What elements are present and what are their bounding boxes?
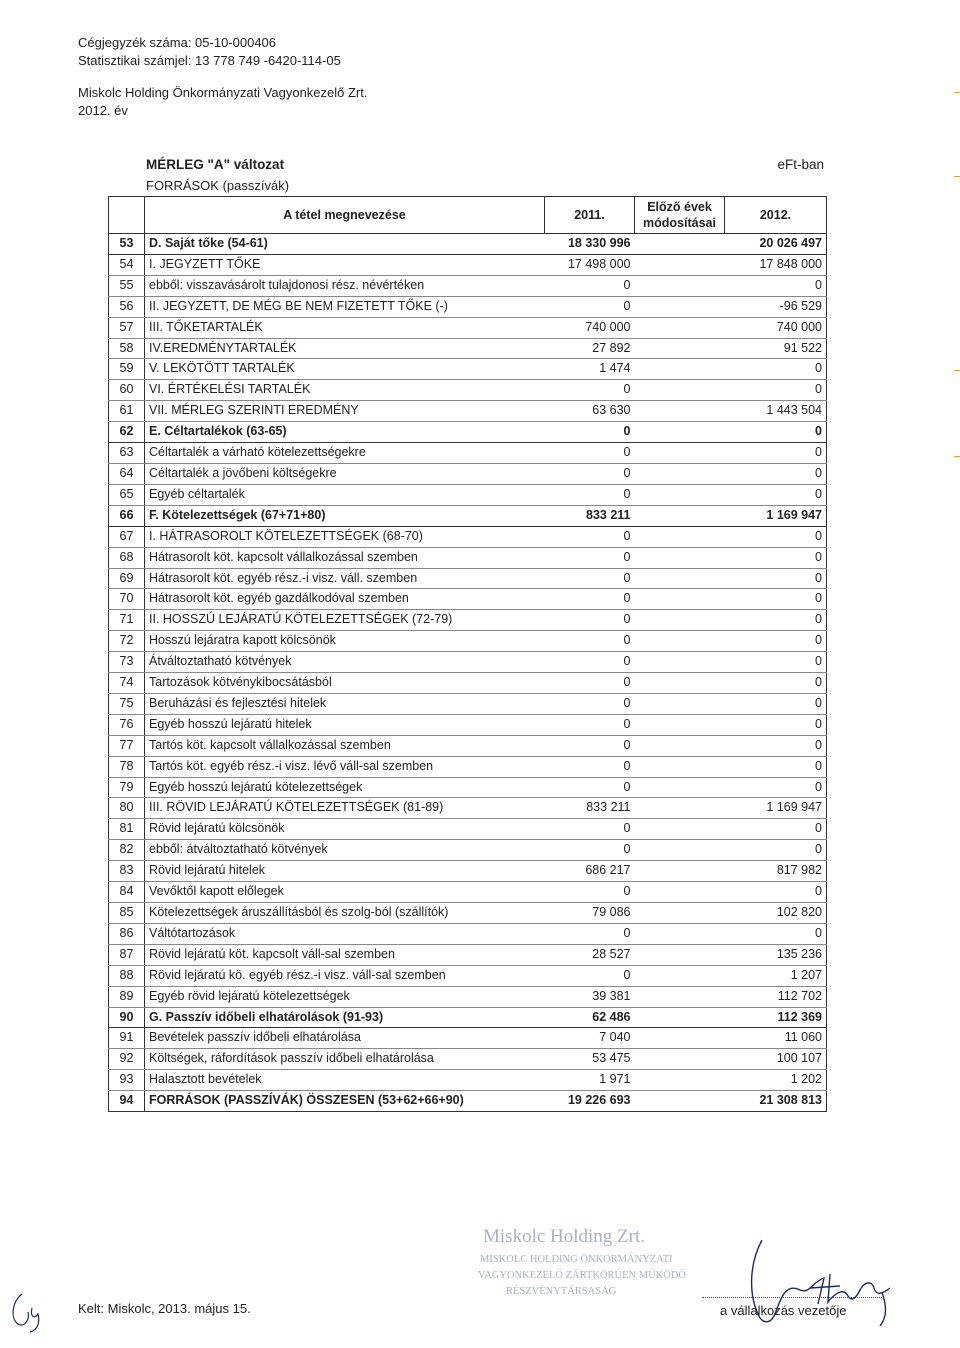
row-value-2011: 833 211 [545, 798, 635, 819]
row-value-2012: 0 [725, 840, 827, 861]
row-value-prior-modifications [635, 505, 725, 526]
row-value-prior-modifications [635, 944, 725, 965]
row-value-prior-modifications [635, 443, 725, 464]
table-row [109, 234, 827, 255]
row-value-2011: 0 [545, 923, 635, 944]
table-row [109, 882, 827, 903]
table-row [109, 380, 827, 401]
row-value-prior-modifications [635, 986, 725, 1007]
table-row [109, 317, 827, 338]
row-value-2011: 63 630 [545, 401, 635, 422]
row-item-name: Tartós köt. egyéb rész.-i visz. lévő váll-sal szemben [145, 756, 545, 777]
signature-label: a vállalkozás vezetője [720, 1303, 847, 1318]
row-item-name: F. Kötelezettségek (67+71+80) [145, 505, 545, 526]
row-number: 76 [109, 714, 145, 735]
row-number: 75 [109, 693, 145, 714]
row-number: 80 [109, 798, 145, 819]
row-value-2012: 0 [725, 923, 827, 944]
row-value-2012: 112 369 [725, 1007, 827, 1028]
row-number: 82 [109, 840, 145, 861]
row-item-name: G. Passzív időbeli elhatárolások (91-93) [145, 1007, 545, 1028]
row-value-2011: 0 [545, 631, 635, 652]
row-item-name: VII. MÉRLEG SZERINTI EREDMÉNY [145, 401, 545, 422]
issue-date-line: Kelt: Miskolc, 2013. május 15. [78, 1301, 251, 1316]
row-value-2011: 0 [545, 819, 635, 840]
row-number: 73 [109, 652, 145, 673]
row-value-2011: 0 [545, 443, 635, 464]
table-row [109, 944, 827, 965]
row-value-2012: 91 522 [725, 338, 827, 359]
row-value-2012: 20 026 497 [725, 234, 827, 255]
row-number: 71 [109, 610, 145, 631]
row-number: 90 [109, 1007, 145, 1028]
row-item-name: Váltótartozások [145, 923, 545, 944]
table-row [109, 1049, 827, 1070]
row-value-prior-modifications [635, 756, 725, 777]
table-row [109, 568, 827, 589]
row-value-2012: 102 820 [725, 903, 827, 924]
header-item-name: A tétel megnevezése [145, 197, 545, 234]
header-prior-line1: Előző évek [647, 200, 712, 214]
row-value-2012: 0 [725, 422, 827, 443]
registration-number: Cégjegyzék száma: 05-10-000406 [78, 35, 277, 50]
row-number: 89 [109, 986, 145, 1007]
row-value-prior-modifications [635, 338, 725, 359]
row-number: 61 [109, 401, 145, 422]
row-value-prior-modifications [635, 568, 725, 589]
row-value-2011: 0 [545, 714, 635, 735]
table-row [109, 735, 827, 756]
row-value-prior-modifications [635, 1007, 725, 1028]
row-value-2012: -96 529 [725, 296, 827, 317]
row-value-prior-modifications [635, 735, 725, 756]
row-number: 85 [109, 903, 145, 924]
row-number: 53 [109, 234, 145, 255]
table-row [109, 401, 827, 422]
svg-text:RÉSZVÉNYTÁRSASÁG: RÉSZVÉNYTÁRSASÁG [506, 1286, 617, 1297]
row-value-2011: 7 040 [545, 1028, 635, 1049]
row-item-name: Beruházási és fejlesztési hitelek [145, 693, 545, 714]
row-value-2011: 0 [545, 589, 635, 610]
row-value-2011: 0 [545, 840, 635, 861]
table-row [109, 275, 827, 296]
report-title: MÉRLEG "A" változat [146, 157, 285, 172]
row-value-prior-modifications [635, 693, 725, 714]
row-value-2012: 0 [725, 275, 827, 296]
row-item-name: Rövid lejáratú köt. kapcsolt váll-sal szemben [145, 944, 545, 965]
row-item-name: Hátrasorolt köt. kapcsolt vállalkozással szemben [145, 547, 545, 568]
row-value-2012: 0 [725, 443, 827, 464]
row-value-2011: 0 [545, 568, 635, 589]
row-value-2011: 0 [545, 693, 635, 714]
row-value-2011: 0 [545, 463, 635, 484]
row-value-2011: 0 [545, 610, 635, 631]
row-item-name: Bevételek passzív időbeli elhatárolása [145, 1028, 545, 1049]
table-body [109, 234, 827, 1112]
row-item-name: Egyéb céltartalék [145, 484, 545, 505]
row-value-prior-modifications [635, 923, 725, 944]
row-number: 60 [109, 380, 145, 401]
row-value-2012: 0 [725, 589, 827, 610]
row-value-2011: 79 086 [545, 903, 635, 924]
row-item-name: I. HÁTRASOROLT KÖTELEZETTSÉGEK (68-70) [145, 526, 545, 547]
row-number: 79 [109, 777, 145, 798]
table-row [109, 589, 827, 610]
row-item-name: III. TŐKETARTALÉK [145, 317, 545, 338]
row-value-2012: 112 702 [725, 986, 827, 1007]
row-value-2011: 39 381 [545, 986, 635, 1007]
row-value-prior-modifications [635, 714, 725, 735]
row-value-2012: 0 [725, 568, 827, 589]
table-row [109, 1007, 827, 1028]
row-number: 58 [109, 338, 145, 359]
balance-sheet-table [108, 196, 827, 1112]
row-value-2012: 0 [725, 756, 827, 777]
table-row [109, 254, 827, 275]
table-row [109, 631, 827, 652]
row-value-2011: 0 [545, 526, 635, 547]
row-value-2011: 0 [545, 380, 635, 401]
row-value-2012: 11 060 [725, 1028, 827, 1049]
table-row [109, 547, 827, 568]
row-number: 87 [109, 944, 145, 965]
table-row [109, 1070, 827, 1091]
row-item-name: Vevőktől kapott előlegek [145, 882, 545, 903]
row-value-prior-modifications [635, 1049, 725, 1070]
row-item-name: VI. ÉRTÉKELÉSI TARTALÉK [145, 380, 545, 401]
row-value-2012: 0 [725, 882, 827, 903]
row-number: 69 [109, 568, 145, 589]
row-value-2012: 100 107 [725, 1049, 827, 1070]
report-title-row [146, 157, 826, 172]
table-row [109, 338, 827, 359]
row-value-2011: 740 000 [545, 317, 635, 338]
row-value-2011: 0 [545, 735, 635, 756]
row-number: 55 [109, 275, 145, 296]
row-number: 92 [109, 1049, 145, 1070]
table-row [109, 463, 827, 484]
table-row [109, 693, 827, 714]
row-number: 86 [109, 923, 145, 944]
row-value-2011: 0 [545, 777, 635, 798]
margin-initials [4, 1288, 54, 1334]
table-row [109, 526, 827, 547]
svg-text:MISKOLC HOLDING ÖNKORMÁNYZATI: MISKOLC HOLDING ÖNKORMÁNYZATI [480, 1254, 673, 1265]
row-value-prior-modifications [635, 484, 725, 505]
table-row [109, 714, 827, 735]
row-value-prior-modifications [635, 631, 725, 652]
table-row [109, 819, 827, 840]
row-value-2011: 0 [545, 547, 635, 568]
row-number: 74 [109, 673, 145, 694]
row-item-name: Céltartalék a várható kötelezettségekre [145, 443, 545, 464]
row-value-prior-modifications [635, 359, 725, 380]
header-prior-modifications [635, 197, 725, 234]
row-value-2011: 686 217 [545, 861, 635, 882]
row-value-2011: 0 [545, 484, 635, 505]
handwritten-signature [740, 1232, 910, 1332]
table-row [109, 652, 827, 673]
row-value-2011: 0 [545, 296, 635, 317]
table-row [109, 840, 827, 861]
row-number: 72 [109, 631, 145, 652]
row-value-prior-modifications [635, 1028, 725, 1049]
row-item-name: Egyéb rövid lejáratú kötelezettségek [145, 986, 545, 1007]
row-value-prior-modifications [635, 422, 725, 443]
report-unit: eFt-ban [777, 157, 824, 172]
table-row [109, 484, 827, 505]
row-item-name: Rövid lejáratú hitelek [145, 861, 545, 882]
row-number: 91 [109, 1028, 145, 1049]
table-row [109, 861, 827, 882]
row-item-name: Rövid lejáratú kö. egyéb rész.-i visz. váll-sal szemben [145, 965, 545, 986]
header-2012: 2012. [725, 197, 827, 234]
row-number: 62 [109, 422, 145, 443]
row-value-prior-modifications [635, 589, 725, 610]
row-item-name: ebből: átváltoztatható kötvények [145, 840, 545, 861]
row-value-prior-modifications [635, 254, 725, 275]
svg-text:VAGYONKEZELŐ ZÁRTKÖRŰEN MŰKÖDŐ: VAGYONKEZELŐ ZÁRTKÖRŰEN MŰKÖDŐ [478, 1270, 686, 1281]
row-number: 57 [109, 317, 145, 338]
table-row [109, 777, 827, 798]
row-number: 66 [109, 505, 145, 526]
row-value-2012: 135 236 [725, 944, 827, 965]
table-row [109, 1028, 827, 1049]
row-value-prior-modifications [635, 819, 725, 840]
row-number: 56 [109, 296, 145, 317]
edge-mark [954, 176, 960, 177]
row-value-prior-modifications [635, 840, 725, 861]
row-value-2012: 0 [725, 610, 827, 631]
row-item-name: Rövid lejáratú kölcsönök [145, 819, 545, 840]
table-row [109, 986, 827, 1007]
row-value-prior-modifications [635, 861, 725, 882]
row-value-prior-modifications [635, 1070, 725, 1091]
row-item-name: Céltartalék a jövőbeni költségekre [145, 463, 545, 484]
table-row [109, 756, 827, 777]
row-item-name: Költségek, ráfordítások passzív időbeli elhatárolása [145, 1049, 545, 1070]
document-header [78, 34, 368, 120]
row-value-2012: 0 [725, 359, 827, 380]
row-number: 54 [109, 254, 145, 275]
row-item-name: Hátrasorolt köt. egyéb rész.-i visz. váll. szemben [145, 568, 545, 589]
row-value-prior-modifications [635, 317, 725, 338]
row-value-2012: 1 169 947 [725, 505, 827, 526]
row-item-name: III. RÖVID LEJÁRATÚ KÖTELEZETTSÉGEK (81-89) [145, 798, 545, 819]
row-number: 65 [109, 484, 145, 505]
header-2011: 2011. [545, 197, 635, 234]
table-row [109, 1091, 827, 1112]
table-row [109, 296, 827, 317]
row-value-prior-modifications [635, 463, 725, 484]
row-item-name: Kötelezettségek áruszállításból és szolg-ból (szállítók) [145, 903, 545, 924]
row-value-2011: 0 [545, 965, 635, 986]
row-value-2012: 0 [725, 673, 827, 694]
row-value-prior-modifications [635, 798, 725, 819]
header-number [109, 197, 145, 234]
row-item-name: IV.EREDMÉNYTARTALÉK [145, 338, 545, 359]
table-row [109, 798, 827, 819]
row-value-2011: 0 [545, 275, 635, 296]
table-row [109, 443, 827, 464]
row-item-name: II. JEGYZETT, DE MÉG BE NEM FIZETETT TŐKE (-) [145, 296, 545, 317]
row-value-2012: 740 000 [725, 317, 827, 338]
row-value-2011: 0 [545, 756, 635, 777]
row-value-2012: 17 848 000 [725, 254, 827, 275]
row-item-name: Tartozások kötvénykibocsátásból [145, 673, 545, 694]
row-value-2011: 0 [545, 882, 635, 903]
table-row [109, 359, 827, 380]
row-value-2012: 1 169 947 [725, 798, 827, 819]
row-item-name: I. JEGYZETT TŐKE [145, 254, 545, 275]
row-value-2011: 1 971 [545, 1070, 635, 1091]
row-value-2011: 1 474 [545, 359, 635, 380]
row-value-2012: 0 [725, 777, 827, 798]
row-value-2012: 0 [725, 380, 827, 401]
row-item-name: Halasztott bevételek [145, 1070, 545, 1091]
row-value-2011: 17 498 000 [545, 254, 635, 275]
row-item-name: Átváltoztatható kötvények [145, 652, 545, 673]
row-value-prior-modifications [635, 547, 725, 568]
row-value-2011: 0 [545, 422, 635, 443]
row-value-2012: 0 [725, 526, 827, 547]
row-number: 70 [109, 589, 145, 610]
row-item-name: Egyéb hosszú lejáratú hitelek [145, 714, 545, 735]
row-value-2012: 1 202 [725, 1070, 827, 1091]
row-number: 88 [109, 965, 145, 986]
row-value-2012: 0 [725, 652, 827, 673]
row-value-2012: 1 207 [725, 965, 827, 986]
table-row [109, 923, 827, 944]
row-value-2012: 0 [725, 484, 827, 505]
row-number: 78 [109, 756, 145, 777]
row-item-name: E. Céltartalékok (63-65) [145, 422, 545, 443]
row-item-name: II. HOSSZÚ LEJÁRATÚ KÖTELEZETTSÉGEK (72-79) [145, 610, 545, 631]
row-value-2011: 28 527 [545, 944, 635, 965]
row-value-prior-modifications [635, 234, 725, 255]
row-value-prior-modifications [635, 526, 725, 547]
company-stamp [478, 1222, 728, 1302]
row-value-prior-modifications [635, 673, 725, 694]
table-row [109, 673, 827, 694]
row-number: 84 [109, 882, 145, 903]
row-value-2011: 27 892 [545, 338, 635, 359]
row-number: 68 [109, 547, 145, 568]
row-value-2011: 0 [545, 652, 635, 673]
row-number: 81 [109, 819, 145, 840]
row-value-2011: 0 [545, 673, 635, 694]
row-value-prior-modifications [635, 777, 725, 798]
table-row [109, 610, 827, 631]
row-number: 94 [109, 1091, 145, 1112]
row-value-2011: 53 475 [545, 1049, 635, 1070]
row-item-name: V. LEKÖTÖTT TARTALÉK [145, 359, 545, 380]
svg-text:Miskolc Holding Zrt.: Miskolc Holding Zrt. [483, 1226, 646, 1247]
row-value-prior-modifications [635, 296, 725, 317]
row-value-2011: 62 486 [545, 1007, 635, 1028]
report-year: 2012. év [78, 103, 128, 118]
row-item-name: ebből: visszavásárolt tulajdonosi rész. névértéken [145, 275, 545, 296]
row-item-name: FORRÁSOK (PASSZÍVÁK) ÖSSZESEN (53+62+66+90) [145, 1091, 545, 1112]
row-value-2012: 817 982 [725, 861, 827, 882]
row-value-prior-modifications [635, 401, 725, 422]
row-number: 64 [109, 463, 145, 484]
row-value-prior-modifications [635, 965, 725, 986]
row-item-name: Hosszú lejáratra kapott kölcsönök [145, 631, 545, 652]
row-value-2012: 0 [725, 631, 827, 652]
edge-mark [954, 92, 960, 93]
statistical-number: Statisztikai számjel: 13 778 749 -6420-114-05 [78, 53, 341, 68]
row-value-2012: 21 308 813 [725, 1091, 827, 1112]
table-row [109, 422, 827, 443]
row-value-2012: 0 [725, 735, 827, 756]
row-value-prior-modifications [635, 380, 725, 401]
row-value-2012: 0 [725, 693, 827, 714]
row-value-prior-modifications [635, 903, 725, 924]
row-value-prior-modifications [635, 1091, 725, 1112]
row-number: 67 [109, 526, 145, 547]
row-value-2012: 0 [725, 547, 827, 568]
row-item-name: Hátrasorolt köt. egyéb gazdálkodóval szemben [145, 589, 545, 610]
row-value-prior-modifications [635, 275, 725, 296]
row-value-prior-modifications [635, 652, 725, 673]
company-name: Miskolc Holding Önkormányzati Vagyonkezelő Zrt. [78, 85, 368, 100]
row-number: 93 [109, 1070, 145, 1091]
edge-mark [954, 370, 960, 371]
row-value-2012: 1 443 504 [725, 401, 827, 422]
row-number: 63 [109, 443, 145, 464]
row-value-2011: 19 226 693 [545, 1091, 635, 1112]
row-value-2012: 0 [725, 463, 827, 484]
row-item-name: Egyéb hosszú lejáratú kötelezettségek [145, 777, 545, 798]
header-prior-line2: módosításai [643, 216, 716, 230]
row-value-2012: 0 [725, 819, 827, 840]
table-row [109, 505, 827, 526]
row-item-name: Tartós köt. kapcsolt vállalkozással szemben [145, 735, 545, 756]
row-value-prior-modifications [635, 882, 725, 903]
row-value-2011: 18 330 996 [545, 234, 635, 255]
row-value-2011: 833 211 [545, 505, 635, 526]
edge-mark [954, 456, 960, 457]
row-value-prior-modifications [635, 610, 725, 631]
row-item-name: D. Saját tőke (54-61) [145, 234, 545, 255]
row-number: 83 [109, 861, 145, 882]
table-header-row [109, 197, 827, 234]
report-subtitle: FORRÁSOK (passzívák) [146, 178, 290, 193]
row-value-2012: 0 [725, 714, 827, 735]
table-row [109, 965, 827, 986]
row-number: 77 [109, 735, 145, 756]
row-number: 59 [109, 359, 145, 380]
table-row [109, 903, 827, 924]
